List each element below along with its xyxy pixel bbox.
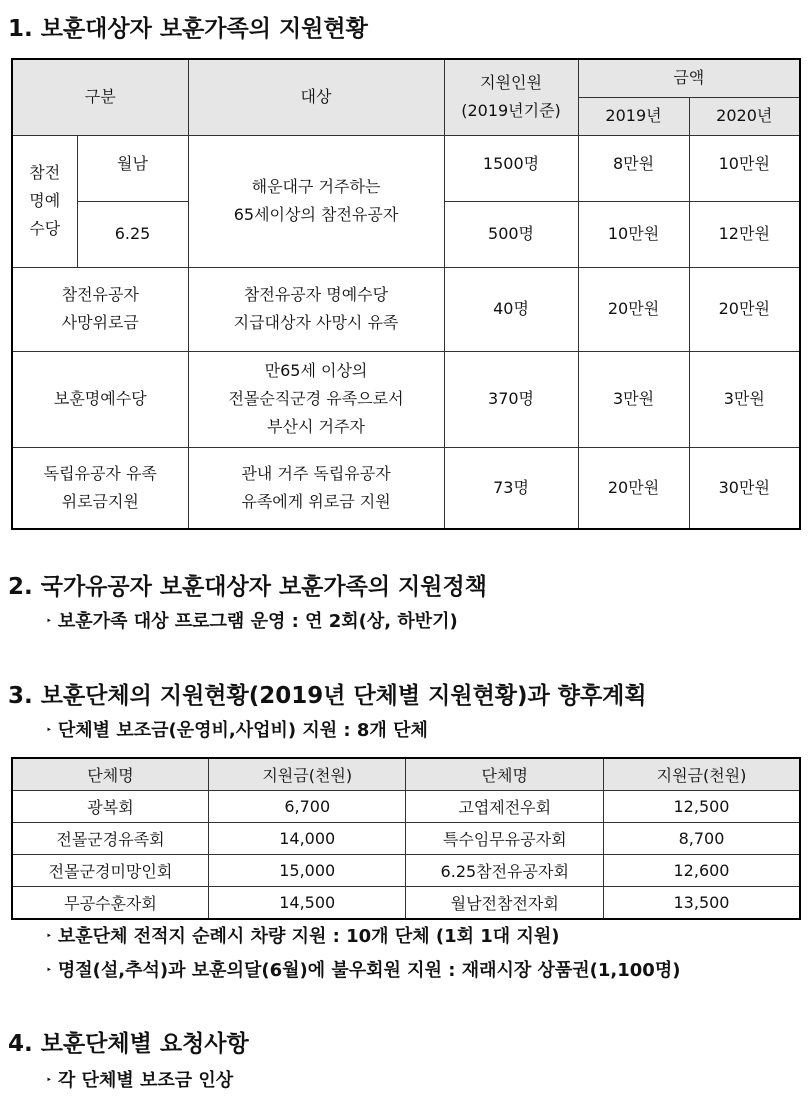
group-line2: 명예	[29, 191, 61, 210]
section4-bullet	[46, 1066, 233, 1092]
section2-title: 2. 국가유공자 보훈대상자 보훈가족의 지원정책	[8, 574, 487, 600]
org-name: 전몰군경미망인회	[12, 855, 208, 887]
header-org-name: 단체명	[12, 758, 208, 791]
header-recipients-line2: (2019년기준)	[461, 101, 561, 121]
header-subsidy: 지원금(천원)	[603, 758, 800, 791]
header-subsidy: 지원금(천원)	[208, 758, 406, 791]
org-subsidy: 14,000	[208, 823, 406, 855]
section3-bullet2	[46, 922, 559, 948]
death-condolence-target	[188, 267, 444, 351]
org-name: 전몰군경유족회	[12, 823, 208, 855]
section3-title: 3. 보훈단체의 지원현황(2019년 단체별 지원현황)과 향후계획	[8, 683, 647, 709]
target-line2: 유족에게 위로금 지원	[241, 491, 391, 511]
target-line2: 지급대상자 사망시 유족	[233, 313, 399, 332]
support-status-table	[11, 58, 801, 530]
header-category: 구분	[12, 59, 188, 135]
category-line1: 참전유공자	[61, 285, 139, 304]
category-line2: 사망위로금	[61, 313, 139, 332]
independence-family-amount-2019: 20만원	[578, 447, 689, 529]
bullet-marker-icon: ‣	[46, 931, 52, 942]
korean-war-sub: 6.25	[77, 201, 188, 267]
header-year-2019: 2019년	[578, 97, 689, 135]
category-line2: 위로금지원	[61, 491, 139, 511]
death-condolence-category	[12, 267, 188, 351]
target-line1: 관내 거주 독립유공자	[241, 463, 391, 483]
vietnam-sub: 월남	[77, 135, 188, 201]
group-line1: 참전	[29, 163, 61, 182]
korean-war-amount-2020: 12만원	[689, 201, 800, 267]
organization-subsidy-table	[11, 757, 801, 920]
org-name: 광복회	[12, 791, 208, 823]
target-line2: 65세이상의 참전유공자	[233, 205, 399, 224]
section3-bullet3	[46, 956, 680, 982]
table-row	[12, 887, 800, 920]
section1-title: 1. 보훈대상자 보훈가족의 지원현황	[8, 16, 368, 42]
bullet-marker-icon: ‣	[46, 1075, 52, 1086]
bullet-text: 단체별 보조금(운영비,사업비) 지원 : 8개 단체	[57, 720, 428, 741]
header-amount: 금액	[578, 59, 800, 97]
bullet-text: 보훈단체 전적지 순례시 차량 지원 : 10개 단체 (1회 1대 지원)	[57, 926, 560, 947]
header-org-name: 단체명	[406, 758, 604, 791]
bullet-marker-icon: ‣	[46, 965, 52, 976]
header-recipients-line1: 지원인원	[480, 73, 542, 93]
org-subsidy: 12,500	[603, 791, 800, 823]
target-line1: 참전유공자 명예수당	[243, 285, 389, 304]
bullet-text: 보훈가족 대상 프로그램 운영 : 연 2회(상, 하반기)	[57, 611, 458, 632]
org-name: 무공수훈자회	[12, 887, 208, 920]
org-subsidy: 15,000	[208, 855, 406, 887]
section3-bullet1	[46, 716, 428, 742]
section2-bullet	[46, 607, 458, 633]
org-name: 고엽제전우회	[406, 791, 604, 823]
header-recipients	[444, 59, 578, 135]
org-name: 특수임무유공자회	[406, 823, 604, 855]
bullet-marker-icon: ‣	[46, 725, 52, 736]
independence-family-target	[188, 447, 444, 529]
independence-family-amount-2020: 30만원	[689, 447, 800, 529]
table-row	[12, 855, 800, 887]
org-subsidy: 6,700	[208, 791, 406, 823]
group-line3: 수당	[29, 219, 61, 238]
veterans-honor-amount-2019: 3만원	[578, 351, 689, 447]
veterans-honor-count: 370명	[444, 351, 578, 447]
veterans-honor-target	[188, 351, 444, 447]
honor-allowance-target	[188, 135, 444, 267]
target-line2: 전몰순직군경 유족으로서	[228, 389, 404, 408]
vietnam-amount-2019: 8만원	[578, 135, 689, 201]
veterans-honor-category: 보훈명예수당	[12, 351, 188, 447]
org-subsidy: 8,700	[603, 823, 800, 855]
target-line1: 만65세 이상의	[264, 361, 368, 380]
vietnam-count: 1500명	[444, 135, 578, 201]
header-year-2020: 2020년	[689, 97, 800, 135]
independence-family-category	[12, 447, 188, 529]
independence-family-count: 73명	[444, 447, 578, 529]
org-subsidy: 14,500	[208, 887, 406, 920]
org-name: 월남전참전자회	[406, 887, 604, 920]
korean-war-amount-2019: 10만원	[578, 201, 689, 267]
korean-war-count: 500명	[444, 201, 578, 267]
header-target: 대상	[188, 59, 444, 135]
section4-title: 4. 보훈단체별 요청사항	[8, 1031, 249, 1057]
veterans-honor-amount-2020: 3만원	[689, 351, 800, 447]
bullet-text: 명절(설,추석)과 보훈의달(6월)에 불우회원 지원 : 재래시장 상품권(1,100명)	[57, 960, 681, 981]
org-name: 6.25참전유공자회	[406, 855, 604, 887]
vietnam-amount-2020: 10만원	[689, 135, 800, 201]
bullet-text: 각 단체별 보조금 인상	[57, 1070, 234, 1091]
death-condolence-amount-2019: 20만원	[578, 267, 689, 351]
table-row	[12, 791, 800, 823]
bullet-marker-icon: ‣	[46, 616, 52, 627]
death-condolence-amount-2020: 20만원	[689, 267, 800, 351]
category-line1: 독립유공자 유족	[43, 463, 157, 483]
target-line3: 부산시 거주자	[267, 417, 365, 436]
org-subsidy: 13,500	[603, 887, 800, 920]
honor-allowance-group	[12, 135, 77, 267]
table-row	[12, 823, 800, 855]
org-subsidy: 12,600	[603, 855, 800, 887]
target-line1: 해운대구 거주하는	[251, 177, 381, 196]
death-condolence-count: 40명	[444, 267, 578, 351]
